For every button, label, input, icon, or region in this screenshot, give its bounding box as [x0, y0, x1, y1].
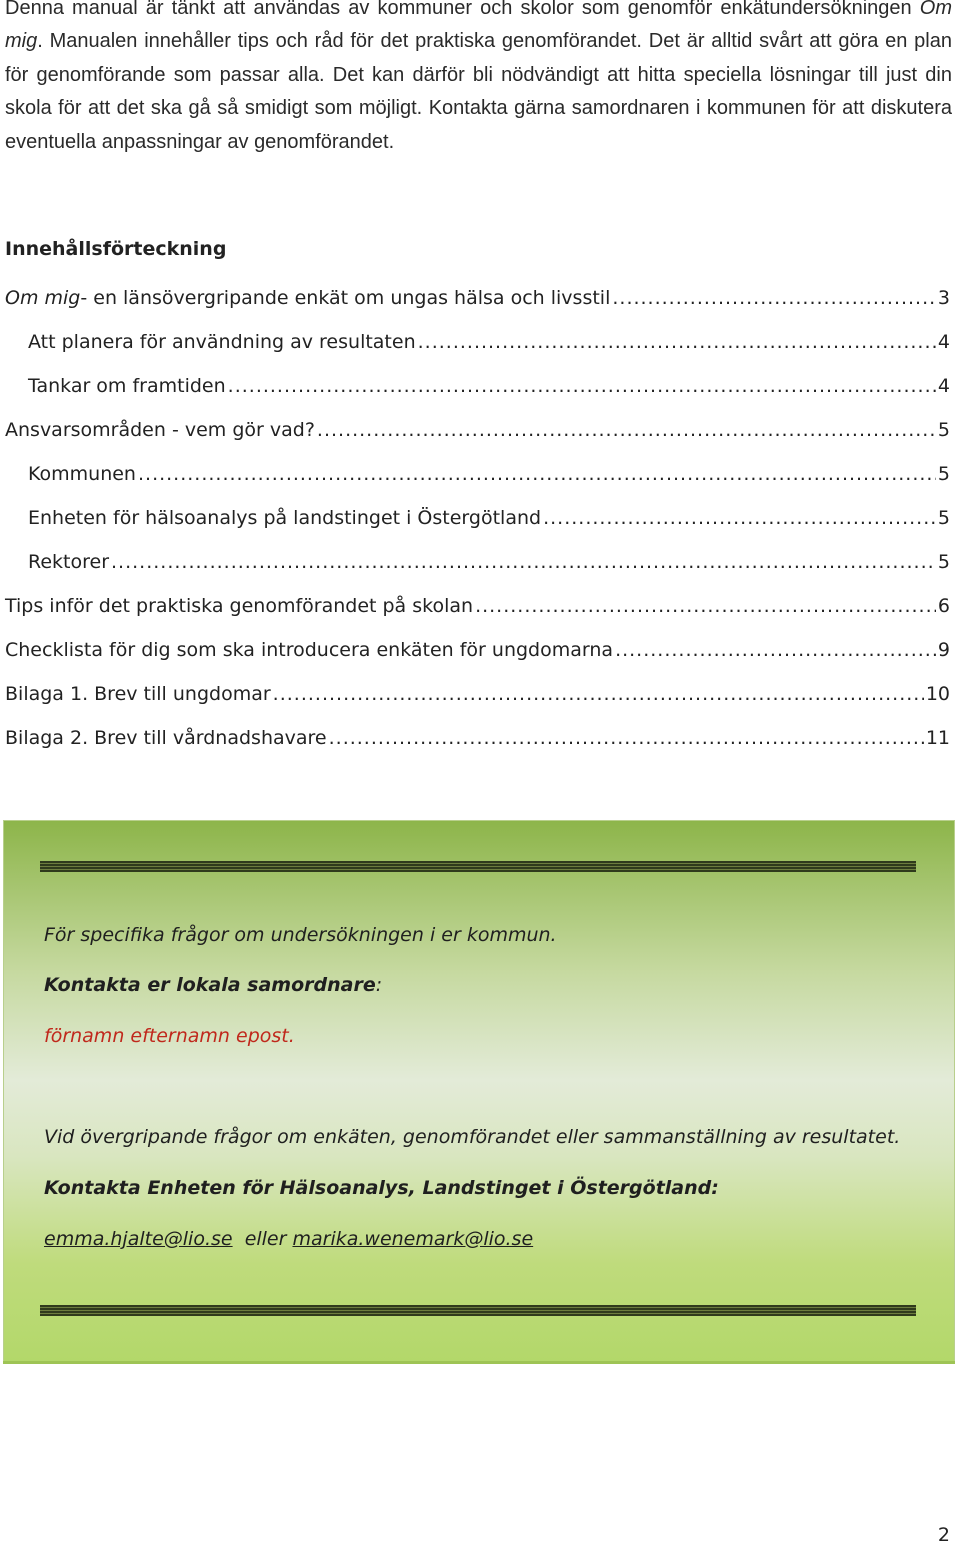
contact-health-unit-label: Kontakta Enheten för Hälsoanalys, Landstinget i Östergötland: [44, 1177, 719, 1199]
toc-entry-title: Kommunen [28, 463, 136, 485]
contact-local-coordinator-label: Kontakta er lokala samordnare: [44, 974, 383, 996]
toc-page-number: 6 [937, 595, 950, 617]
toc-leader-dots [612, 282, 936, 314]
email-link-marika[interactable]: marika.wenemark@lio.se [292, 1228, 534, 1250]
toc-entry-title: Att planera för användning av resultaten [28, 331, 416, 353]
toc-page-number: 5 [937, 419, 950, 441]
toc-entry-bilaga-2[interactable] [5, 722, 950, 766]
box-bottom-border [3, 1361, 955, 1364]
table-of-contents [5, 282, 950, 766]
contact-emails [44, 1228, 533, 1250]
toc-entry-title: Tankar om framtiden [28, 375, 226, 397]
toc-page-number: 10 [925, 683, 950, 705]
contact-box [3, 820, 955, 1362]
toc-heading: Innehållsförteckning [5, 238, 227, 260]
contact-general-questions: Vid övergripande frågor om enkäten, genomförandet eller sammanställning av resultatet. [44, 1126, 901, 1148]
toc-entry-tankar[interactable] [5, 370, 950, 414]
toc-entry-ansvarsomraden[interactable] [5, 414, 950, 458]
contact-specific-questions: För specifika frågor om undersökningen i er kommun. [44, 924, 557, 946]
toc-leader-dots [228, 370, 936, 402]
toc-entry-title: Enheten för hälsoanalys på landstinget i Östergötland [28, 507, 542, 529]
toc-leader-dots [273, 678, 924, 710]
coordinator-contact-placeholder: förnamn efternamn epost. [44, 1025, 295, 1047]
toc-leader-dots [329, 722, 924, 754]
decorative-rule-top [40, 861, 916, 872]
toc-entry-kommunen[interactable] [5, 458, 950, 502]
toc-entry-title: Checklista för dig som ska introducera enkäten för ungdomarna [5, 639, 614, 661]
toc-leader-dots [111, 546, 936, 578]
email-link-emma[interactable]: emma.hjalte@lio.se [44, 1228, 233, 1250]
toc-leader-dots [138, 458, 936, 490]
toc-entry-rektorer[interactable] [5, 546, 950, 590]
toc-entry-enheten[interactable] [5, 502, 950, 546]
intro-emphasis: Om mig [5, 0, 952, 53]
toc-page-number: 9 [937, 639, 950, 661]
toc-leader-dots [615, 634, 936, 666]
toc-page-number: 5 [937, 507, 950, 529]
toc-entry-om-mig[interactable] [5, 282, 950, 326]
toc-entry-title: Bilaga 1. Brev till ungdomar [5, 683, 271, 705]
toc-page-number: 5 [937, 551, 950, 573]
email-separator: eller [244, 1228, 287, 1250]
toc-page-number: 4 [937, 331, 950, 353]
decorative-rule-bottom [40, 1305, 916, 1316]
page-number: 2 [937, 1524, 950, 1546]
toc-leader-dots [418, 326, 936, 358]
toc-leader-dots [543, 502, 936, 534]
toc-entry-bilaga-1[interactable] [5, 678, 950, 722]
toc-page-number: 11 [925, 727, 950, 749]
toc-entry-tips[interactable] [5, 590, 950, 634]
toc-entry-title: Om mig- en länsövergripande enkät om ungas hälsa och livsstil [5, 287, 611, 309]
intro-text-2: . Manualen innehåller tips och råd för det praktiska genomförandet. Det är alltid svårt att göra en plan för genomförande som passar alla. Det kan därför bli nödvändigt att hitta speciella lösningar till just din skola för att det ska gå så smidigt som möjligt. Kontakta gärna samordnaren i kommunen för att diskutera eventuella anpassningar av genomförandet. [5, 30, 952, 153]
toc-entry-planera[interactable] [5, 326, 950, 370]
toc-entry-title: Bilaga 2. Brev till vårdnadshavare [5, 727, 327, 749]
toc-leader-dots [475, 590, 936, 622]
toc-entry-title: Ansvarsområden - vem gör vad? [5, 419, 315, 441]
intro-text-1: Denna manual är tänkt att användas av kommuner och skolor som genomför enkätundersökningen [5, 0, 920, 19]
toc-page-number: 5 [937, 463, 950, 485]
toc-entry-title: Rektorer [28, 551, 110, 573]
intro-paragraph [5, 0, 952, 159]
toc-leader-dots [317, 414, 936, 446]
toc-page-number: 3 [937, 287, 950, 309]
toc-page-number: 4 [937, 375, 950, 397]
toc-entry-checklista[interactable] [5, 634, 950, 678]
toc-entry-title: Tips inför det praktiska genomförandet på skolan [5, 595, 474, 617]
